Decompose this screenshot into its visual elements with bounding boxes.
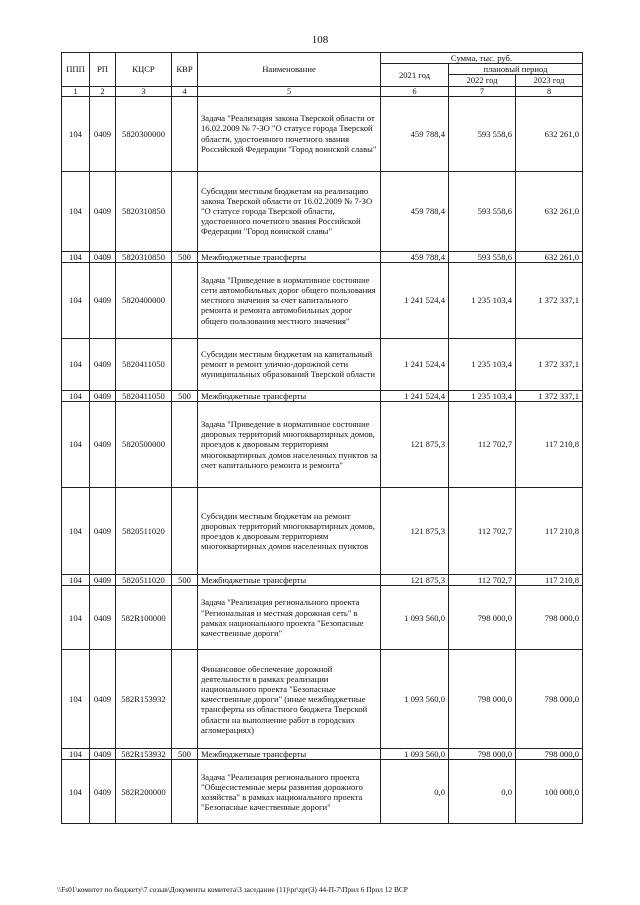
cell-rp: 0409 [90,650,116,749]
cell-name: Финансовое обеспечение дорожной деятельности в рамках реализации национального проекта "Безопасные качественные дороги" (иные межбюджетные трансферты из областного бюджета Тверской области на выполнение работ в городских агломерациях) [198,650,381,749]
cell-kvr: 500 [172,390,198,401]
cell-kvr [172,488,198,575]
cell-2022: 593 558,6 [449,251,516,262]
table-row [62,390,583,401]
budget-table [61,52,583,824]
cell-2021: 1 241 524,4 [381,390,449,401]
cell-kcsr: 582R200000 [116,760,172,824]
cell-2023: 632 261,0 [516,171,583,251]
cell-2023: 798 000,0 [516,749,583,760]
cell-rp: 0409 [90,749,116,760]
table-row [62,171,583,251]
cell-kcsr: 5820411050 [116,338,172,390]
table-row [62,575,583,586]
cell-kvr [172,402,198,488]
cell-2021: 121 875,3 [381,402,449,488]
cell-2023: 117 210,8 [516,575,583,586]
cell-ppp: 104 [62,262,90,338]
column-number: 3 [116,86,172,96]
cell-kvr: 500 [172,749,198,760]
cell-kvr [172,760,198,824]
cell-name: Задача "Реализация регионального проекта "Общесистемные меры развития дорожного хозяйства" в рамках национального проекта "Безопасные качественные дороги" [198,760,381,824]
cell-2023: 1 372 337,1 [516,390,583,401]
header-name: Наименование [198,53,381,87]
cell-kvr [172,650,198,749]
cell-kcsr: 582R100000 [116,586,172,650]
table-row [62,586,583,650]
cell-2022: 798 000,0 [449,586,516,650]
table-row [62,96,583,171]
cell-2023: 632 261,0 [516,96,583,171]
cell-rp: 0409 [90,402,116,488]
cell-2023: 798 000,0 [516,650,583,749]
cell-2022: 112 702,7 [449,575,516,586]
cell-name: Задача "Приведение в нормативное состояние дворовых территорий многоквартирных домов, проездов к дворовым территориям многоквартирных домов населенных пунктов за счет капитального ремонта и ремонта" [198,402,381,488]
cell-name: Межбюджетные трансферты [198,251,381,262]
cell-rp: 0409 [90,96,116,171]
column-number: 8 [516,86,583,96]
cell-2021: 459 788,4 [381,251,449,262]
cell-kvr [172,262,198,338]
header-2021: 2021 год [381,64,449,86]
cell-2021: 459 788,4 [381,96,449,171]
cell-kcsr: 5820511020 [116,575,172,586]
cell-2021: 459 788,4 [381,171,449,251]
table-row [62,338,583,390]
cell-rp: 0409 [90,575,116,586]
column-number: 1 [62,86,90,96]
cell-kcsr: 5820400000 [116,262,172,338]
cell-name: Межбюджетные трансферты [198,749,381,760]
cell-2022: 1 235 103,4 [449,262,516,338]
cell-2022: 112 702,7 [449,488,516,575]
cell-2022: 798 000,0 [449,749,516,760]
header-ppp: ППП [62,53,90,87]
cell-rp: 0409 [90,390,116,401]
cell-kvr: 500 [172,575,198,586]
header-2022: 2022 год [449,75,516,86]
cell-ppp: 104 [62,402,90,488]
cell-2023: 1 372 337,1 [516,338,583,390]
cell-ppp: 104 [62,171,90,251]
header-planned-period: плановый период [449,64,583,75]
header-kcsr: КЦСР [116,53,172,87]
cell-rp: 0409 [90,586,116,650]
cell-kvr [172,96,198,171]
cell-ppp: 104 [62,390,90,401]
cell-2023: 1 372 337,1 [516,262,583,338]
table-row [62,251,583,262]
cell-ppp: 104 [62,338,90,390]
cell-ppp: 104 [62,650,90,749]
table-row [62,760,583,824]
cell-kcsr: 5820411050 [116,390,172,401]
column-number: 6 [381,86,449,96]
cell-kvr [172,586,198,650]
cell-2022: 798 000,0 [449,650,516,749]
cell-ppp: 104 [62,575,90,586]
cell-ppp: 104 [62,488,90,575]
cell-2021: 0,0 [381,760,449,824]
cell-name: Субсидии местным бюджетам на реализацию закона Тверской области от 16.02.2009 № 7-ЗО "О статусе города Тверской области, удостоенного почетного звания Российской Федерации "Город воинской славы" [198,171,381,251]
cell-kvr [172,338,198,390]
cell-rp: 0409 [90,760,116,824]
header-kvr: КВР [172,53,198,87]
cell-2021: 121 875,3 [381,575,449,586]
cell-2021: 1 241 524,4 [381,262,449,338]
table-row [62,402,583,488]
header-rp: РП [90,53,116,87]
cell-2023: 117 210,8 [516,488,583,575]
cell-rp: 0409 [90,262,116,338]
cell-2022: 1 235 103,4 [449,338,516,390]
cell-2022: 593 558,6 [449,171,516,251]
cell-rp: 0409 [90,338,116,390]
cell-2021: 1 093 560,0 [381,749,449,760]
table-row [62,650,583,749]
cell-2021: 1 241 524,4 [381,338,449,390]
file-path-footer: \\Fs01\комитет по бюджету\7 созыв\Документы комитета\3 заседание (11)\pr\zpr(3) 44-П-7\Прил 6 Прил 12 ВСР [57,885,408,894]
cell-2021: 1 093 560,0 [381,650,449,749]
cell-name: Межбюджетные трансферты [198,390,381,401]
cell-kvr [172,171,198,251]
cell-kcsr: 582R153932 [116,650,172,749]
cell-2023: 100 000,0 [516,760,583,824]
cell-2023: 798 000,0 [516,586,583,650]
cell-2022: 593 558,6 [449,96,516,171]
cell-name: Межбюджетные трансферты [198,575,381,586]
cell-ppp: 104 [62,96,90,171]
cell-kcsr: 5820310850 [116,251,172,262]
column-number: 7 [449,86,516,96]
cell-name: Задача "Реализация регионального проекта "Региональная и местная дорожная сеть" в рамках национального проекта "Безопасные качественные дороги" [198,586,381,650]
cell-2023: 632 261,0 [516,251,583,262]
cell-2022: 0,0 [449,760,516,824]
cell-kcsr: 5820300000 [116,96,172,171]
column-numbers-row [62,86,583,96]
cell-rp: 0409 [90,171,116,251]
cell-2023: 117 210,8 [516,402,583,488]
cell-name: Субсидии местным бюджетам на ремонт дворовых территорий многоквартирных домов, проездов к дворовым территориям многоквартирных домов населенных пунктов [198,488,381,575]
column-number: 2 [90,86,116,96]
cell-kvr: 500 [172,251,198,262]
cell-kcsr: 582R153932 [116,749,172,760]
cell-2022: 1 235 103,4 [449,390,516,401]
column-number: 4 [172,86,198,96]
cell-kcsr: 5820310850 [116,171,172,251]
cell-2021: 121 875,3 [381,488,449,575]
page-number: 108 [311,34,329,46]
table-row [62,488,583,575]
cell-ppp: 104 [62,251,90,262]
cell-rp: 0409 [90,488,116,575]
cell-2021: 1 093 560,0 [381,586,449,650]
cell-name: Субсидии местным бюджетам на капитальный ремонт и ремонт улично-дорожной сети муниципальных образований Тверской области [198,338,381,390]
cell-ppp: 104 [62,586,90,650]
header-2023: 2023 год [516,75,583,86]
table-row [62,262,583,338]
header-sum: Сумма, тыс. руб. [381,53,583,64]
cell-ppp: 104 [62,749,90,760]
cell-2022: 112 702,7 [449,402,516,488]
cell-ppp: 104 [62,760,90,824]
cell-rp: 0409 [90,251,116,262]
cell-name: Задача "Реализация закона Тверской области от 16.02.2009 № 7-ЗО "О статусе города Тверской области, удостоенного почетного звания Российской Федерации "Город воинской славы" [198,96,381,171]
cell-kcsr: 5820500000 [116,402,172,488]
cell-kcsr: 5820511020 [116,488,172,575]
table-header [62,53,583,97]
column-number: 5 [198,86,381,96]
cell-name: Задача "Приведение в нормативное состояние сети автомобильных дорог общего пользования местного значения за счет капитального ремонта и ремонта автомобильных дорог общего пользования местного значения" [198,262,381,338]
table-row [62,749,583,760]
